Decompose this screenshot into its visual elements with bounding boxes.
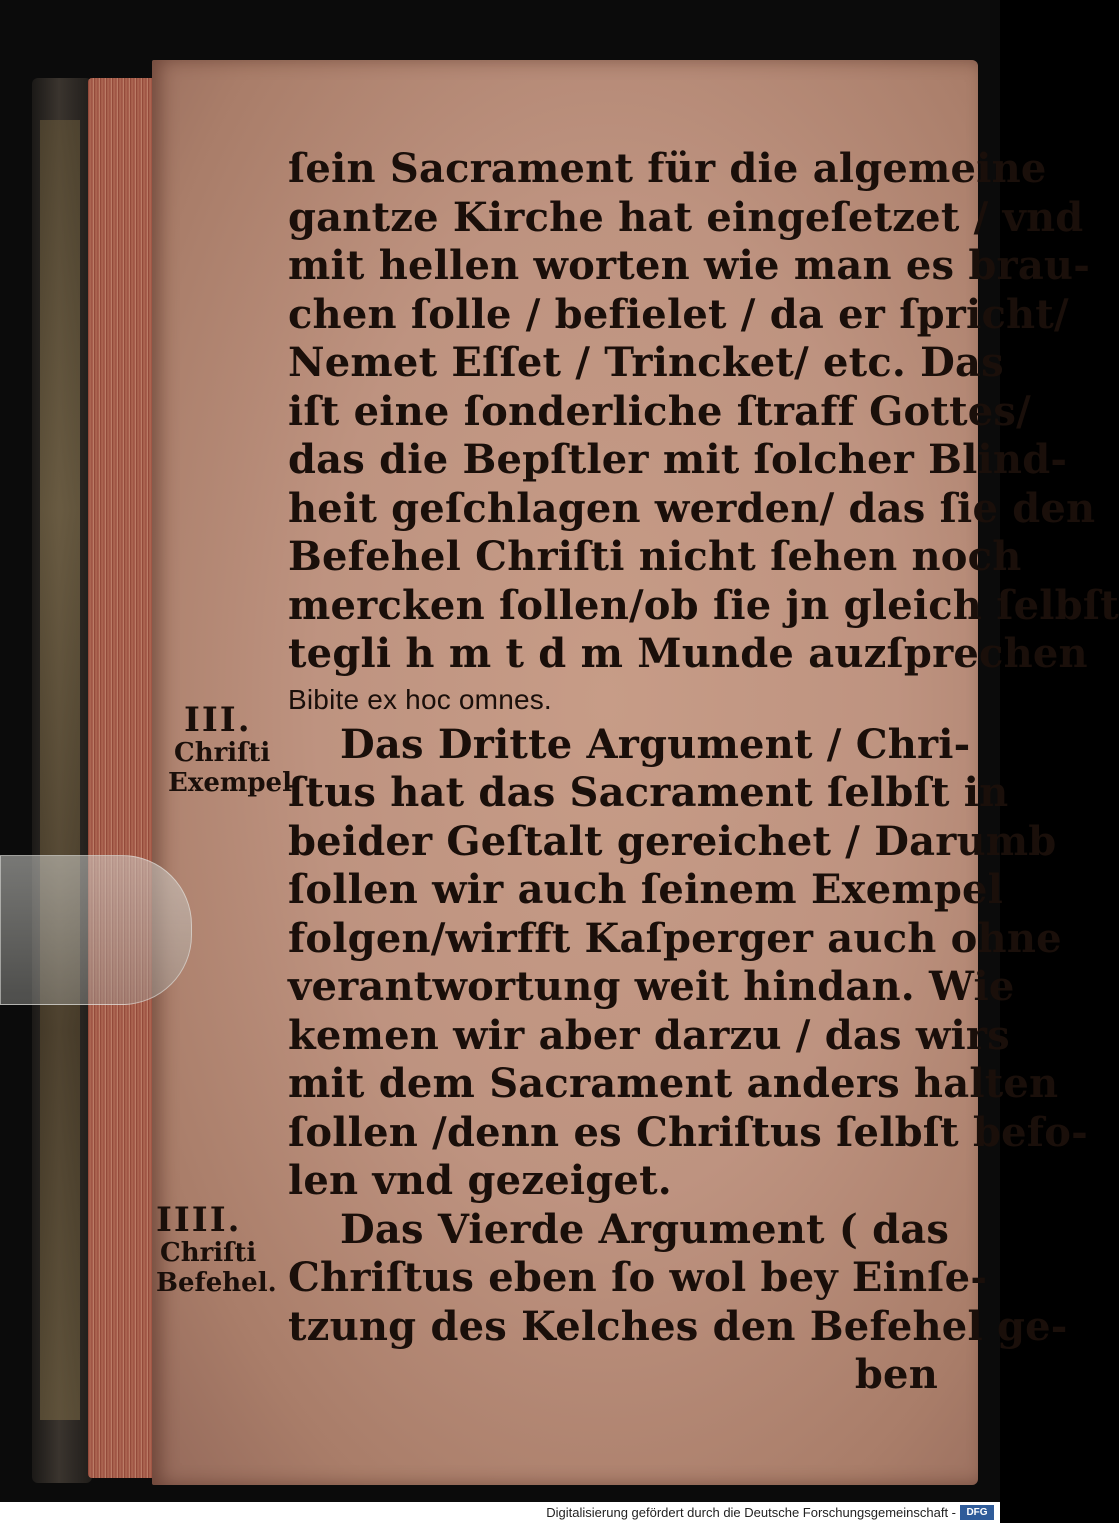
text-line: das die Bepſtler mit ſolcher Blind-: [288, 436, 1068, 483]
dfg-logo: DFG: [960, 1505, 994, 1520]
text-line: tegli h m t d m Munde auzſprechen: [288, 630, 1088, 677]
margin-note-line: Chriſti: [174, 738, 271, 768]
latin-quote: Bibite ex hoc omnes.: [288, 683, 552, 715]
text-line: verantwortung weit hindan. Wie: [288, 963, 1015, 1010]
text-line: mit hellen worten wie man es brau-: [288, 242, 1091, 289]
margin-note-fourth: [156, 1202, 277, 1298]
text-line: gantze Kirche hat eingeſetzet / vnd: [288, 193, 1084, 241]
text-line: folgen/wirfft Kaſperger auch ohne: [288, 914, 1062, 962]
text-line: beider Geſtalt gereichet / Darumb: [288, 817, 1057, 865]
text-line: Das Dritte Argument / Chri-: [340, 720, 971, 768]
text-line: chen ſolle / befielet / da er ſpricht/: [288, 290, 1069, 338]
text-line: kemen wir aber darzu / das wirs: [288, 1011, 1010, 1059]
margin-note-number: III.: [184, 700, 252, 740]
catchword: ben: [854, 1351, 938, 1398]
text-line: tzung des Kelches den Befehel ge-: [288, 1302, 1068, 1350]
text-line: ſtus hat das Sacrament ſelbſt in: [288, 769, 1009, 816]
page-text: [288, 145, 1119, 1400]
margin-note-third: [168, 702, 292, 798]
footer-credit: Digitalisierung gefördert durch die Deutsche Forschungsgemeinschaft -: [546, 1505, 956, 1520]
footer-bar: [0, 1502, 1000, 1523]
text-line: mit dem Sacrament anders halten: [288, 1060, 1059, 1107]
page-edges: [88, 78, 160, 1478]
text-line: Chriſtus eben ſo wol bey Einſe-: [288, 1254, 988, 1301]
margin-note-line: Befehel.: [156, 1268, 277, 1298]
text-line: iſt eine ſonderliche ſtraff Gottes/: [288, 387, 1031, 435]
text-line: mercken ſollen/ob ſie jn gleich ſelbſt: [288, 581, 1119, 629]
text-line: ſollen wir auch ſeinem Exempel: [288, 866, 1004, 913]
text-line: Das Vierde Argument ( das: [340, 1205, 950, 1253]
page-clip: [0, 855, 192, 1005]
text-line: ſollen /denn es Chriſtus ſelbſt befo-: [288, 1108, 1088, 1156]
text-line: heit geſchlagen werden/ das ſie den: [288, 484, 1096, 532]
binding-strip: [40, 120, 80, 1420]
margin-note-line: Exempel: [168, 768, 292, 798]
text-line: ſein Sacrament für die algemeine: [288, 145, 1047, 192]
text-line: len vnd gezeiget.: [288, 1157, 672, 1204]
margin-note-number: IIII.: [156, 1200, 242, 1240]
text-line: Nemet Eſſet / Trincket/ etc. Das: [288, 339, 1004, 386]
margin-note-line: Chriſti: [160, 1238, 257, 1268]
text-line: Befehel Chriſti nicht ſehen noch: [288, 533, 1022, 580]
